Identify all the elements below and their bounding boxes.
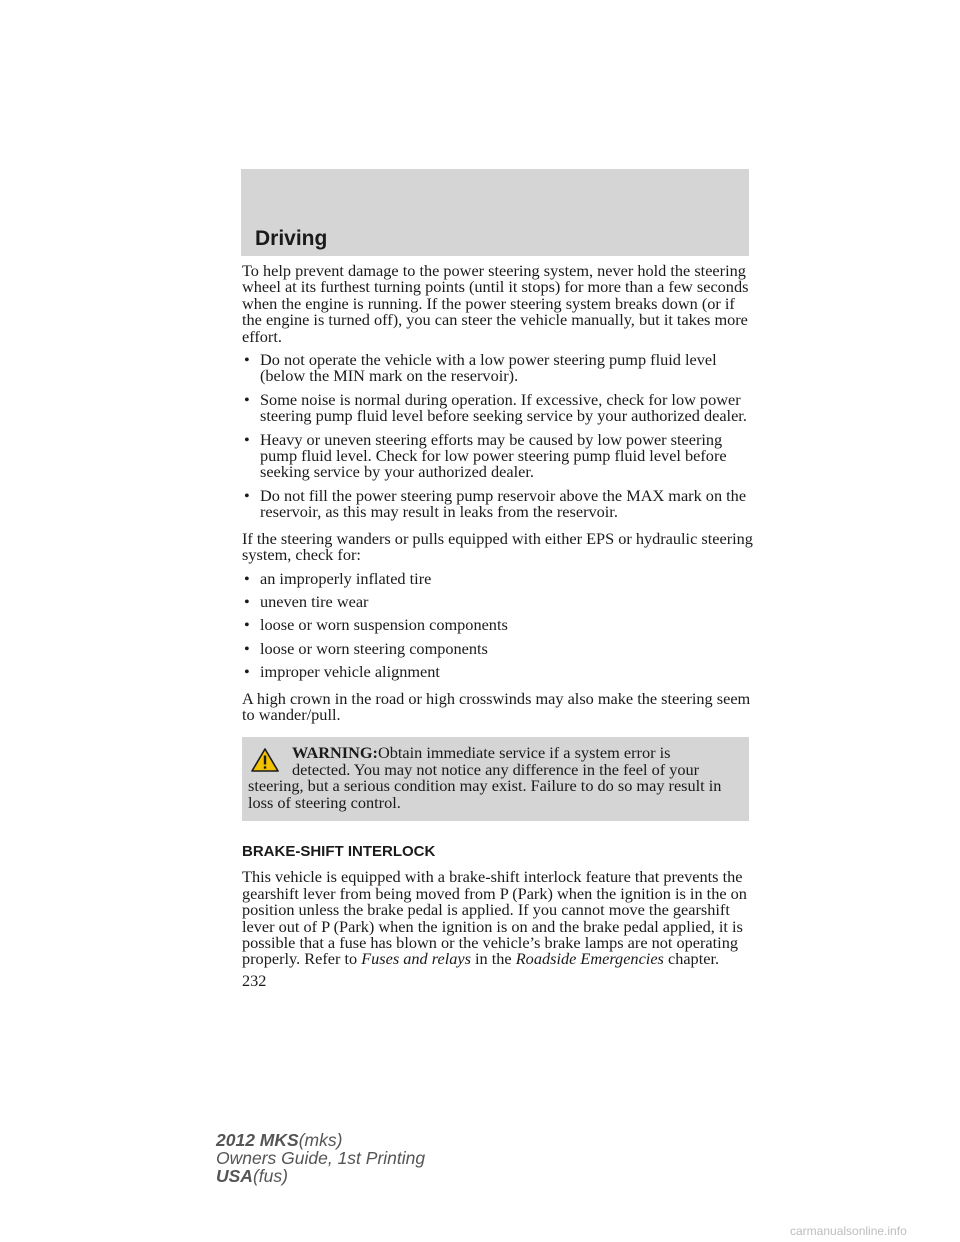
wander-paragraph: If the steering wanders or pulls equipped with either EPS or hydraulic steering system, check for: — [242, 528, 753, 565]
list-item: • an improperly inflated tire — [244, 568, 432, 588]
intro-paragraph: To help prevent damage to the power steering system, never hold the steering wheel at its furthest turning points (until it stops) for more than a few seconds when the engine is running. If the power steering system breaks down (or if the engine is turned off), you can steer the vehicle manually, but it takes more effort. — [242, 261, 749, 346]
bullet-icon: • — [244, 485, 250, 505]
warning-line-1: WARNING:Obtain immediate service if a system error is — [292, 743, 671, 763]
bullet-icon: • — [244, 568, 250, 588]
warning-line-2: detected. You may not notice any difference in the feel of your — [292, 759, 700, 779]
brake-shift-paragraph: This vehicle is equipped with a brake-shift interlock feature that prevents the gearshift lever from being moved from P (Park) when the ignition is in the on position unless the brake pedal is applied. If you cannot move the gearshift lever out of P (Park) when the ignition is on and the brake pedal applied, it is possible that a fuse has blown or the vehicle’s brake lamps are not operating properly. Refer to Fuses and relays in the Roadside Emergencies chapter. — [242, 867, 747, 969]
list-item: • Heavy or uneven steering efforts may be caused by low power steering pump fluid level. Check for low power steering pump fluid level before seeking service by your authorized dealer. — [244, 429, 727, 482]
bullet-icon: • — [244, 429, 250, 449]
footer-line-3: USA(fus) — [216, 1166, 288, 1186]
page-content — [242, 263, 754, 989]
bullet-icon: • — [244, 389, 250, 409]
bullet-icon: • — [244, 615, 250, 635]
section-heading: BRAKE-SHIFT INTERLOCK — [242, 842, 436, 860]
check-bullet-list — [242, 568, 754, 682]
list-item: • Do not fill the power steering pump reservoir above the MAX mark on the reservoir, as this may result in leaks from the reservoir. — [244, 485, 747, 522]
warning-box — [242, 737, 749, 821]
chapter-header — [241, 169, 749, 256]
bullet-icon: • — [244, 350, 250, 370]
list-item: • loose or worn suspension components — [244, 615, 508, 635]
list-item: • uneven tire wear — [244, 591, 369, 611]
warning-triangle-icon — [250, 747, 280, 773]
warning-label: WARNING: — [292, 743, 378, 763]
list-item: • improper vehicle alignment — [244, 662, 440, 682]
page-number: 232 — [242, 970, 267, 990]
crown-paragraph: A high crown in the road or high crosswinds may also make the steering seem to wander/pull. — [242, 688, 751, 724]
list-item: • loose or worn steering components — [244, 638, 488, 658]
fluid-bullet-list — [242, 352, 754, 521]
roadside-reference: Roadside Emergencies — [515, 949, 664, 969]
bullet-icon: • — [244, 662, 250, 682]
fuses-reference: Fuses and relays — [361, 949, 471, 969]
list-item: • Some noise is normal during operation. If excessive, check for low power steering pump fluid level before seeking service by your authorized dealer. — [244, 389, 747, 426]
warning-rest: steering, but a serious condition may exist. Failure to do so may result in loss of steering control. — [248, 776, 722, 812]
chapter-title: Driving — [255, 227, 328, 250]
bullet-icon: • — [244, 638, 250, 658]
footer-imprint — [216, 1131, 425, 1185]
list-item: • Do not operate the vehicle with a low power steering pump fluid level (below the MIN mark on the reservoir). — [244, 350, 717, 386]
bullet-icon: • — [244, 591, 250, 611]
footer-line-2: Owners Guide, 1st Printing — [216, 1148, 426, 1168]
watermark: carmanualsonline.info — [790, 1224, 907, 1238]
footer-line-1: 2012 MKS(mks) — [216, 1130, 343, 1150]
